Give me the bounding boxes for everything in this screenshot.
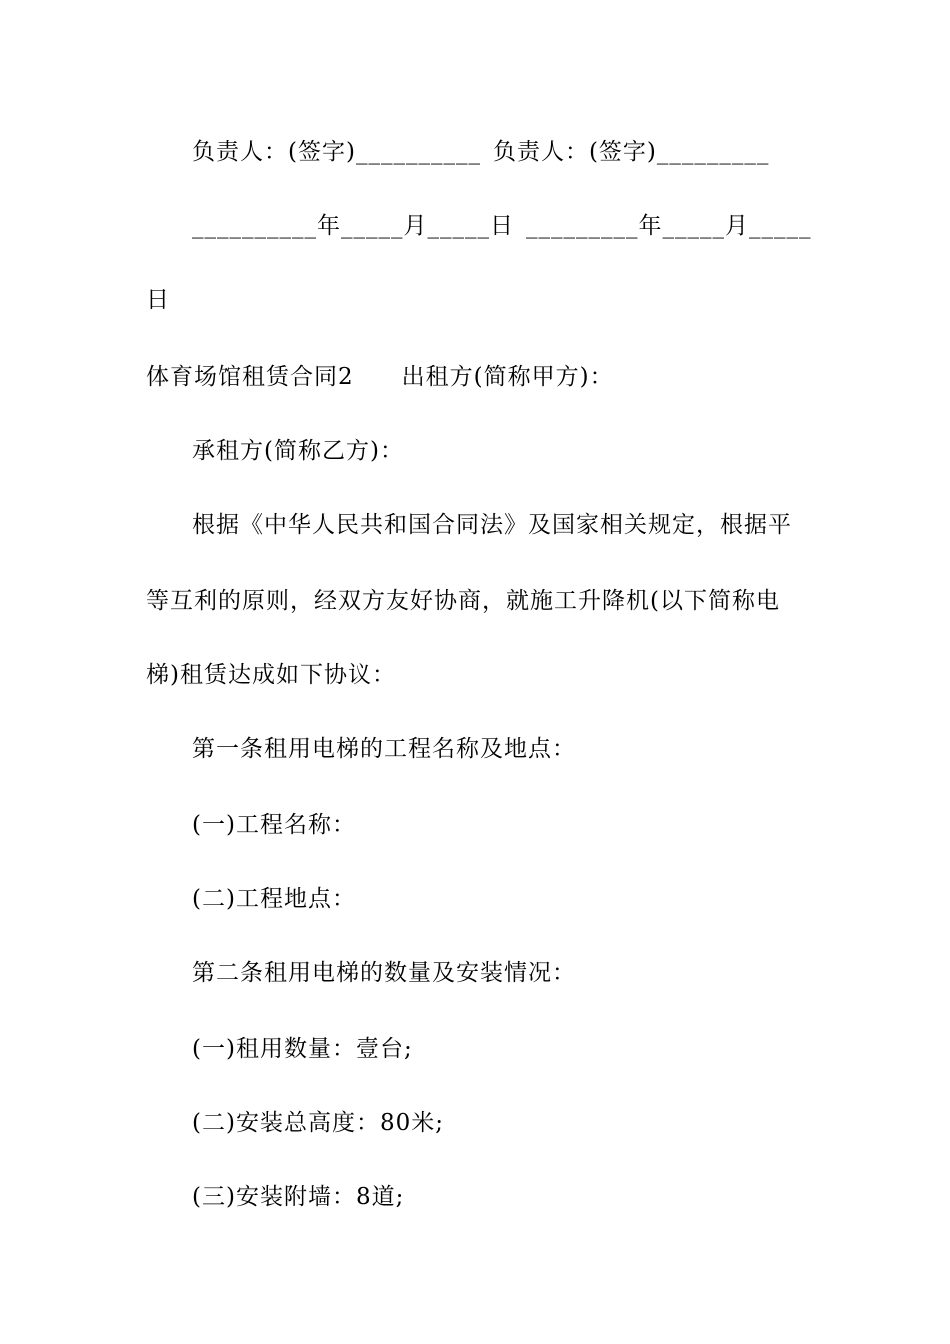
intro-paragraph-line-2: 等互利的原则，经双方友好协商，就施工升降机(以下简称电: [146, 588, 780, 614]
article-2-item: (二)安装总高度：80米;: [192, 1110, 444, 1136]
signature-right: 负责人：(签字)_________: [492, 139, 770, 165]
signature-left: 负责人：(签字)__________: [192, 139, 481, 165]
intro-paragraph-line-3: 梯)租赁达成如下协议：: [146, 662, 396, 688]
article-2-item: (三)安装附墙：8道;: [192, 1184, 405, 1210]
date-row-wrap: 日: [146, 287, 170, 313]
date-right: _________年_____月_____: [526, 213, 812, 239]
article-1-item: (一)工程名称：: [192, 812, 356, 838]
article-2-item: (一)租用数量：壹台;: [192, 1036, 413, 1062]
contract-title: 体育场馆租赁合同2: [146, 364, 354, 390]
article-2-heading: 第二条租用电梯的数量及安装情况：: [192, 960, 576, 986]
lessor-line: 出租方(简称甲方)：: [401, 364, 614, 390]
lessee-line: 承租方(简称乙方)：: [192, 438, 404, 464]
article-1-item: (二)工程地点：: [192, 886, 356, 912]
date-row: [192, 210, 812, 242]
signature-row: [192, 136, 769, 168]
date-left: __________年_____月_____日: [192, 213, 514, 239]
title-row: [146, 361, 614, 393]
intro-paragraph-line-1: 根据《中华人民共和国合同法》及国家相关规定，根据平: [192, 512, 792, 538]
article-1-heading: 第一条租用电梯的工程名称及地点：: [192, 736, 576, 762]
